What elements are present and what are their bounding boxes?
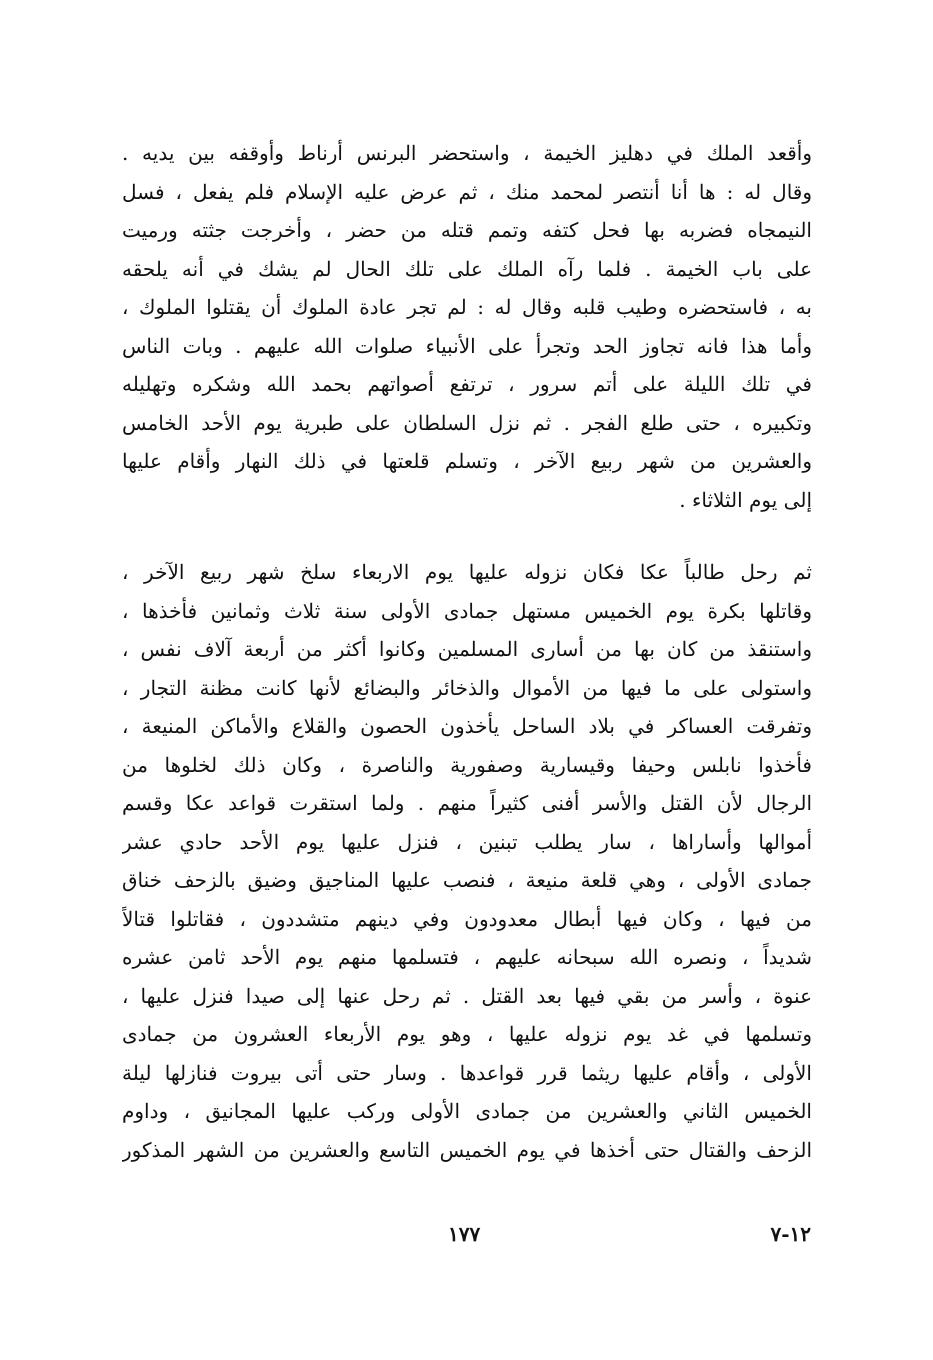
text-line: إلى يوم الثلاثاء . (679, 487, 812, 512)
text-line: عنوة ، وأسر من بقي فيها بعد القتل . ثم رحل عنها إلى صيدا فنزل عليها ، (122, 983, 812, 1008)
text-line: على باب الخيمة . فلما رآه الملك على تلك الحال لم يشك في أنه يلحقه (122, 256, 812, 281)
text-line: أموالها وأساراها ، سار يطلب تبنين ، فنزل عليها يوم الأحد حادي عشر (122, 829, 812, 854)
text-line: الخميس الثاني والعشرين من جمادى الأولى وركب عليها المجانيق ، وداوم (122, 1099, 812, 1123)
text-line: الأولى ، وأقام عليها ريثما قرر قواعدها . وسار حتى أتى بيروت فنازلها ليلة (122, 1060, 812, 1085)
text-line: وأما هذا فانه تجاوز الحد وتجرأ على الأنبياء صلوات الله عليهم . وبات الناس (122, 333, 812, 358)
paragraph-2 (122, 553, 812, 1169)
text-line: وقال له : ها أنا أنتصر لمحمد منك ، ثم عرض عليه الإسلام فلم يفعل ، فسل (122, 179, 812, 204)
text-line: من فيها ، وكان فيها أبطال معدودون وفي دينهم متشددون ، فقاتلوا قتالاً (122, 906, 812, 931)
paragraph-1 (122, 134, 812, 519)
text-line: الرجال لأن القتل والأسر أفنى كثيراً منهم . ولما استقرت قواعد عكا وقسم (122, 791, 812, 815)
page-footer (0, 1222, 933, 1252)
text-line: واستنقذ من كان بها من أسارى المسلمين وكانوا أكثر من أربعة آلاف نفس ، (122, 637, 812, 661)
text-line: وتكبيره ، حتى طلع الفجر . ثم نزل السلطان على طبرية يوم الأحد الخامس (122, 410, 812, 435)
text-line: به ، فاستحضره وطيب قلبه وقال له : لم تجر عادة الملوك أن يقتلوا الملوك ، (122, 295, 812, 319)
signature-mark: ١٢-٧ (770, 1222, 811, 1246)
page-number: ١٧٧ (448, 1222, 481, 1246)
text-line: وتسلمها في غد يوم نزوله عليها ، وهو يوم الأربعاء العشرون من جمادى (122, 1022, 812, 1046)
text-line: وقاتلها بكرة يوم الخميس مستهل جمادى الأولى سنة ثلاث وثمانين فأخذها ، (122, 598, 812, 623)
text-line: والعشرين من شهر ربيع الآخر ، وتسلم قلعتها في ذلك النهار وأقام عليها (122, 449, 812, 473)
text-line: النيمجاه فضربه بها فحل كتفه وتمم قتله من حضر ، وأخرجت جثته ورميت (122, 218, 812, 242)
text-line: الزحف والقتال حتى أخذها في يوم الخميس التاسع والعشرين من الشهر المذكور (122, 1137, 812, 1162)
text-line: ثم رحل طالباً عكا فكان نزوله عليها يوم الاربعاء سلخ شهر ربيع الآخر ، (122, 560, 812, 584)
text-line: جمادى الأولى ، وهي قلعة منيعة ، فنصب عليها المناجيق وضيق بالزحف خناق (122, 868, 812, 892)
text-line: وتفرقت العساكر في بلاد الساحل يأخذون الحصون والقلاع والأماكن المنيعة ، (122, 714, 812, 738)
text-line: في تلك الليلة على أتم سرور ، ترتفع أصواتهم بحمد الله وشكره وتهليله (122, 372, 812, 396)
text-line: وأقعد الملك في دهليز الخيمة ، واستحضر البرنس أرناط وأوقفه بين يديه . (122, 141, 812, 165)
text-line: شديداً ، ونصره الله سبحانه عليهم ، فتسلمها منهم يوم الأحد ثامن عشره (122, 945, 812, 969)
text-line: واستولى على ما فيها من الأموال والذخائر والبضائع لأنها كانت مظنة التجار ، (122, 675, 812, 700)
text-line: فأخذوا نابلس وحيفا وقيسارية وصفورية والناصرة ، وكان ذلك لخلوها من (122, 752, 812, 777)
